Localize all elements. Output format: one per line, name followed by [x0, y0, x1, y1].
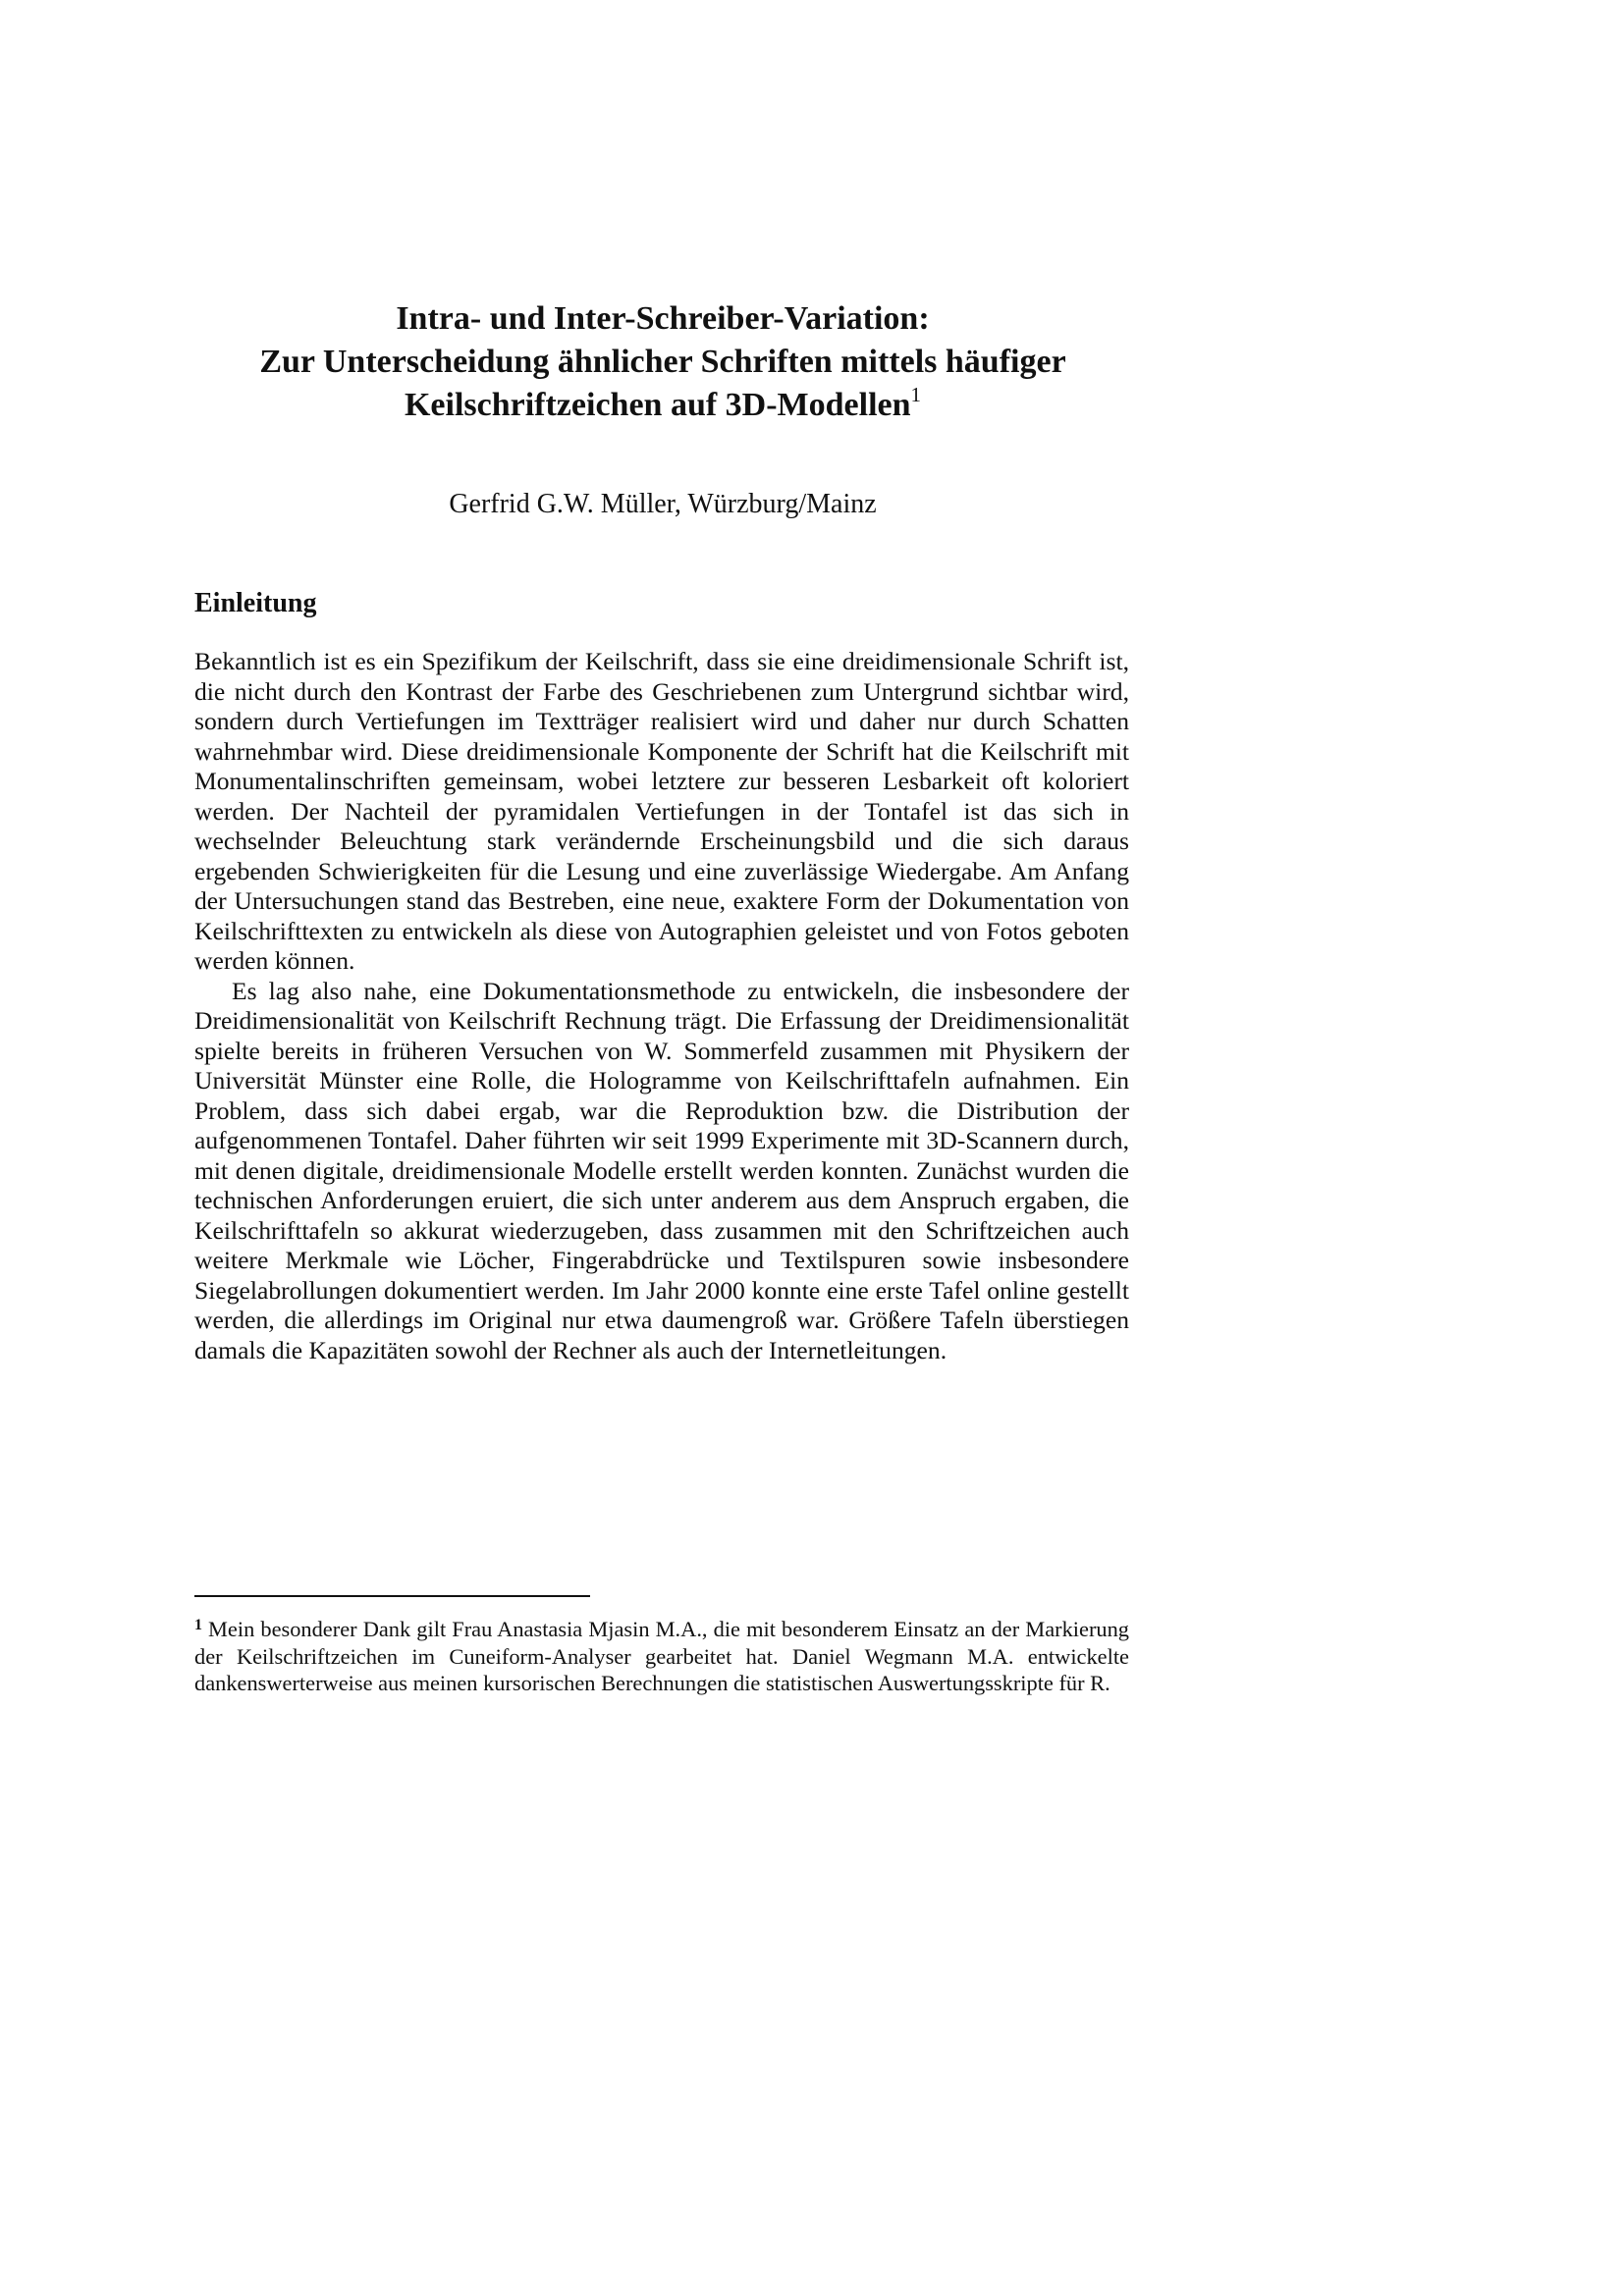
section-heading: Einleitung [194, 588, 317, 618]
title-line-2: Zur Unterscheidung ähnlicher Schriften mittels häufiger [259, 344, 1066, 380]
title-footnote-ref[interactable]: 1 [910, 383, 922, 406]
paragraph-2: Es lag also nahe, eine Dokumentationsmethode zu entwickeln, die insbesondere der Dreidimensionalität von Keilschrift Rechnung trägt. Die Erfassung der Dreidimensionalität spielte bereits in früheren Versuchen von W. Sommerfeld zusammen mit Physikern der Universität Münster eine Rolle, die Hologramme von Keilschrifttafeln aufnahmen. Ein Problem, dass sich dabei ergab, war die Reproduktion bzw. die Distribution der aufgenommenen Tontafel. Daher führten wir seit 1999 Experimente mit 3D-Scannern durch, mit denen digitale, dreidimensionale Modelle erstellt werden konnten. Zunächst wurden die technischen Anforderungen eruiert, die sich unter anderem aus dem Anspruch ergaben, die Keilschrifttafeln so akkurat wiederzugeben, dass zusammen mit den Schriftzeichen auch weitere Merkmale wie Löcher, Fingerabdrücke und Textilspuren sowie insbesondere Siegelabrollungen dokumentiert werden. Im Jahr 2000 konnte eine erste Tafel online gestellt werden, die allerdings im Original nur etwa daumengroß war. Größere Tafeln überstiegen damals die Kapazitäten sowohl der Rechner als auch der Internetleitungen. [194, 976, 1129, 1364]
body-text [194, 647, 1129, 1365]
title-line-3 [177, 384, 1149, 427]
title-line-1: Intra- und Inter-Schreiber-Variation: [396, 300, 930, 337]
paper-title [177, 297, 1149, 427]
footnote-separator [194, 1595, 590, 1597]
footnote [194, 1616, 1129, 1697]
title-line-3-text: Keilschriftzeichen auf 3D-Modellen [404, 387, 911, 423]
paragraph-1: Bekanntlich ist es ein Spezifikum der Keilschrift, dass sie eine dreidimensionale Schrift ist, die nicht durch den Kontrast der Farbe des Geschriebenen zum Untergrund sichtbar wird, sondern durch Vertiefungen im Textträger realisiert wird und daher nur durch Schatten wahrnehmbar wird. Diese dreidimensionale Komponente der Schrift hat die Keilschrift mit Monumentalinschriften gemeinsam, wobei letztere zur besseren Lesbarkeit oft koloriert werden. Der Nachteil der pyramidalen Vertiefungen in der Tontafel ist das sich in wechselnder Beleuchtung stark verändernde Erscheinungsbild und die sich daraus ergebenden Schwierigkeiten für die Lesung und eine zuverlässige Wiedergabe. Am Anfang der Untersuchungen stand das Bestreben, eine neue, exaktere Form der Dokumentation von Keilschrifttexten zu entwickeln als diese von Autographien geleistet und von Fotos geboten werden können. [194, 647, 1129, 975]
footnote-text: Mein besonderer Dank gilt Frau Anastasia Mjasin M.A., die mit besonderem Einsatz an der Markierung der Keilschriftzeichen im Cuneiform-Analyser gearbeitet hat. Daniel Wegmann M.A. entwickelte dankenswerterweise aus meinen kursorischen Berechnungen die statistischen Auswertungsskripte für R. [194, 1617, 1129, 1695]
author-line: Gerfrid G.W. Müller, Würzburg/Mainz [449, 489, 877, 519]
footnote-mark: 1 [194, 1617, 202, 1633]
